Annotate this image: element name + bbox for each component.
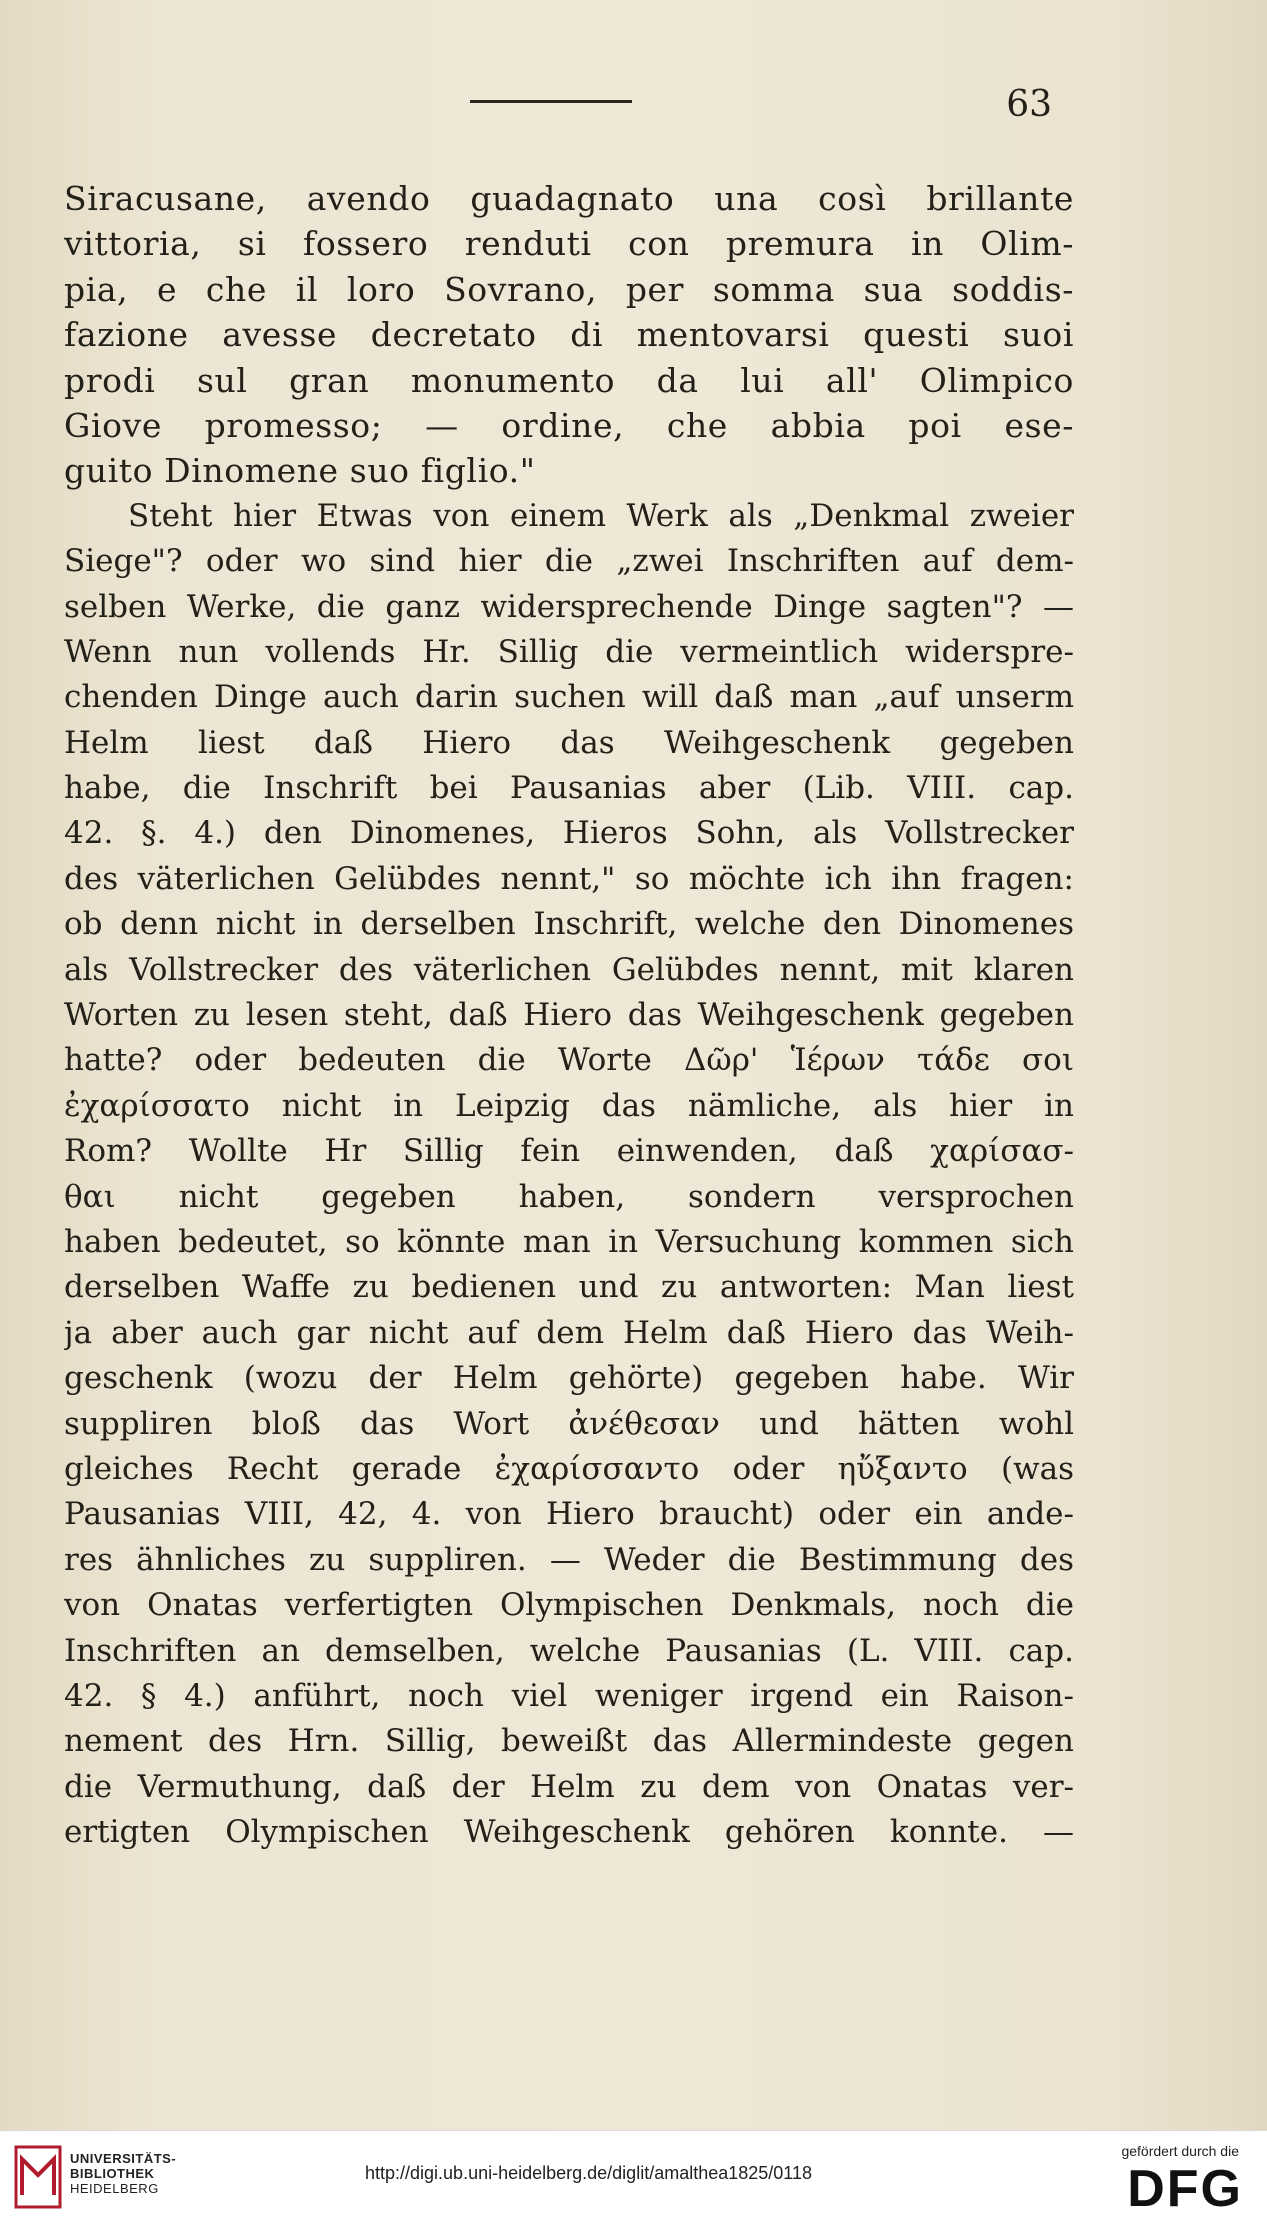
text-line: ἐχαρίσσατο nicht in Leipzig das nämliche, als hier in [64,1087,1074,1124]
text-line: gleiches Recht gerade ἐχαρίσσαντο oder ηὔξαντο (was [64,1450,1074,1487]
text-line: fazione avesse decretato di mentovarsi questi suoi [64,315,1074,355]
text-line: derselben Waffe zu bedienen und zu antworten: Man liest [64,1269,1074,1306]
text-line: des väterlichen Gelübdes nennt," so möchte ich ihn fragen: [64,860,1074,897]
permalink-url[interactable]: http://digi.ub.uni-heidelberg.de/diglit/amalthea1825/0118 [365,2163,812,2183]
institution-line-2: BIBLIOTHEK [70,2166,155,2181]
text-line: Siracusane, avendo guadagnato una così brillante [64,179,1074,218]
header-rule [470,100,632,103]
text-line: ob denn nicht in derselben Inschrift, welche den Dinomenes [64,906,1074,943]
digitization-footer [0,2130,1267,2223]
text-line: von Onatas verfertigten Olympischen Denkmals, noch die [64,1587,1074,1624]
text-line: die Vermuthung, daß der Helm zu dem von Onatas ver- [64,1768,1074,1805]
body-text [64,176,1074,1855]
text-line: hatte? oder bedeuten die Worte Δῶρ' Ἱέρων τάδε σοι [64,1042,1074,1079]
text-line: Giove promesso; — ordine, che abbia poi ese- [64,405,1074,445]
text-line: suppliren bloß das Wort ἀνέθεσαν und hätten wohl [64,1405,1074,1442]
text-line: vittoria, si fossero renduti con premura in Olim- [64,224,1074,264]
text-line: θαι nicht gegeben haben, sondern versprochen [64,1178,1074,1215]
institution-line-1: UNIVERSITÄTS- [70,2151,177,2166]
text-line: Siege"? oder wo sind hier die „zwei Inschriften auf dem- [64,543,1074,580]
text-line: habe, die Inschrift bei Pausanias aber (Lib. VIII. cap. [64,770,1074,807]
text-line: nement des Hrn. Sillig, beweißt das Allermindeste gegen [64,1723,1074,1760]
text-line: Wenn nun vollends Hr. Sillig die vermeintlich widerspre- [64,633,1074,670]
text-line: pia, e che il loro Sovrano, per somma sua soddis- [64,269,1074,309]
text-line: Helm liest daß Hiero das Weihgeschenk gegeben [64,724,1074,761]
text-line: Worten zu lesen steht, daß Hiero das Weihgeschenk gegeben [64,997,1074,1034]
text-line: ertigten Olympischen Weihgeschenk gehören konnte. — [64,1814,1074,1851]
funded-by-label: gefördert durch die [1121,2143,1239,2159]
dfg-logo: DFG [1127,2160,1243,2218]
institution-name [70,2151,176,2196]
text-line: ja aber auch gar nicht auf dem Helm daß Hiero das Weih- [64,1314,1074,1351]
text-line: haben bedeutet, so könnte man in Versuchung kommen sich [64,1223,1074,1260]
page-number: 63 [1006,84,1052,125]
text-line: prodi sul gran monumento da lui all' Olimpico [64,360,1074,400]
university-library-logo [14,2145,62,2209]
text-line: selben Werke, die ganz widersprechende Dinge sagten"? — [64,588,1074,625]
text-line: Steht hier Etwas von einem Werk als „Denkmal zweier [128,497,1074,534]
text-line: guito Dinomene suo figlio." [64,451,536,491]
text-line: 42. § 4.) anführt, noch viel weniger irgend ein Raison- [64,1677,1074,1714]
text-line: Inschriften an demselben, welche Pausanias (L. VIII. cap. [64,1632,1074,1669]
text-line: geschenk (wozu der Helm gehörte) gegeben habe. Wir [64,1360,1074,1397]
text-line: Rom? Wollte Hr Sillig fein einwenden, daß χαρίσασ- [64,1133,1074,1170]
text-line: chenden Dinge auch darin suchen will daß man „auf unserm [64,679,1074,716]
text-line: res ähnliches zu suppliren. — Weder die Bestimmung des [64,1541,1074,1578]
text-line: als Vollstrecker des väterlichen Gelübdes nennt, mit klaren [64,951,1074,988]
institution-line-3: HEIDELBERG [70,2181,159,2196]
text-line: Pausanias VIII, 42, 4. von Hiero braucht) oder ein ande- [64,1496,1074,1533]
text-line: 42. §. 4.) den Dinomenes, Hieros Sohn, als Vollstrecker [64,815,1074,852]
